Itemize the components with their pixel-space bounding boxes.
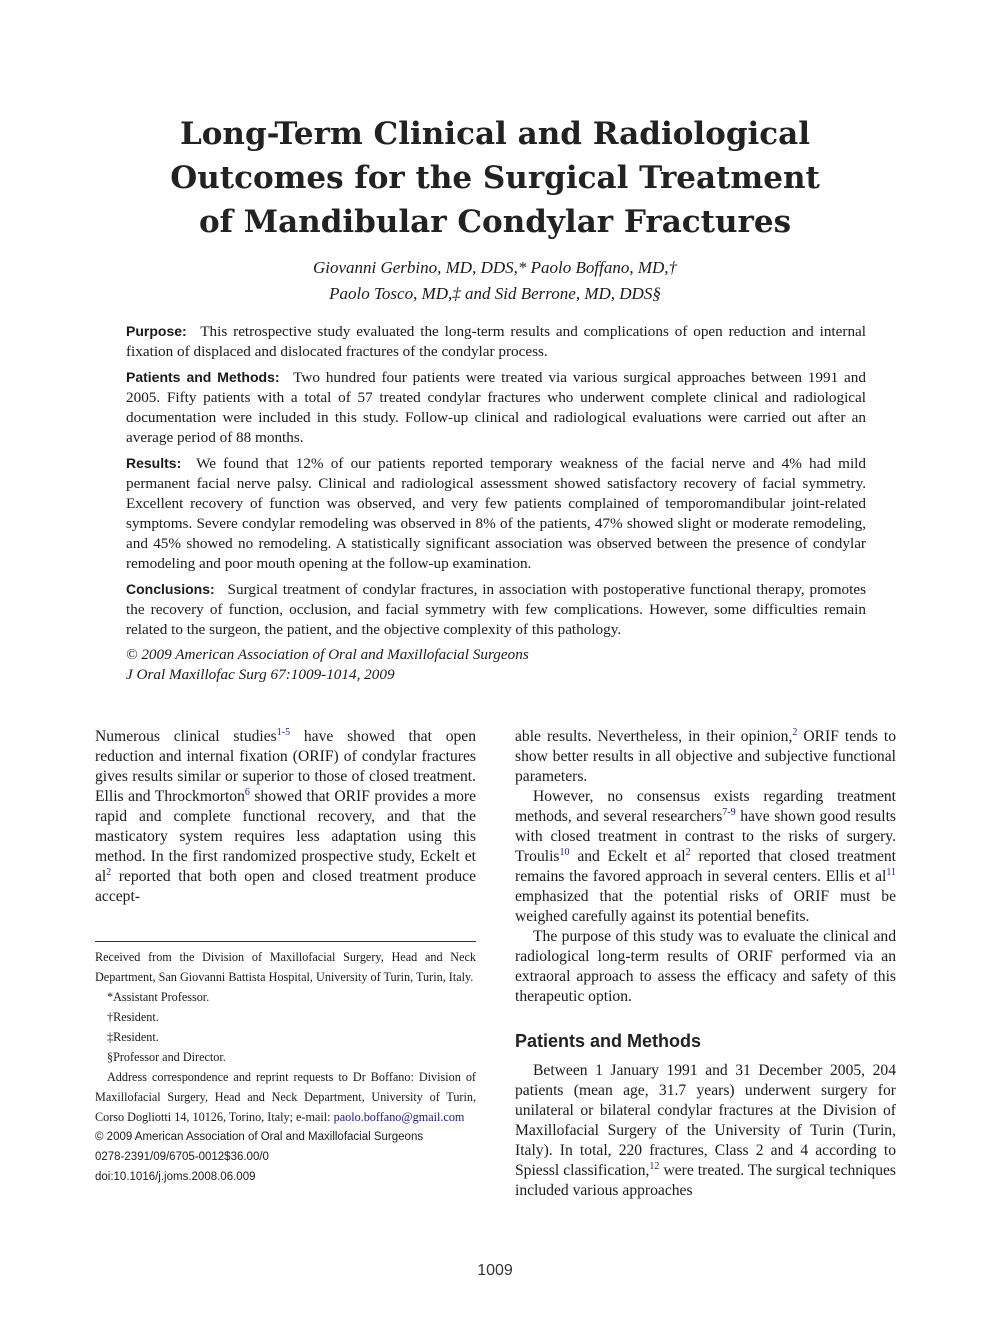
citation-ref[interactable]: 1-5 bbox=[276, 726, 291, 738]
text-run: were treated. The surgical techniques included various approaches bbox=[515, 1162, 896, 1199]
results-text: We found that 12% of our patients reported temporary weakness of the facial nerve and 4% had mild permanent facial nerve palsy. Clinical and radiological assessment showed satisfactory recovery of facial symmetry. Excellent recovery of function was observed, and very few patients complained of temporomandibular joint-related symptoms. Severe condylar remodeling was observed in 8% of the patients, 47% showed slight or moderate remodeling, and 45% showed no remodeling. A statistically significant association was observed between the presence of condylar remodeling and poor mouth opening at the follow-up examination. bbox=[126, 455, 866, 572]
methods-label: Patients and Methods: bbox=[126, 369, 280, 385]
citation-ref[interactable]: 2 bbox=[792, 726, 798, 738]
text-run: showed that ORIF provides a more rapid and complete functional recovery, and that the masticatory system requires less adaptation using this method. In the first randomized prospective study, Eckelt et al bbox=[95, 788, 476, 885]
address-text: Address correspondence and reprint requests to Dr Boffano: Division of Maxillofacial Surgery, Head and Neck Department, University of Turin, Corso Dogliotti 14, 10126, Torino, Italy; e-mail: bbox=[95, 1070, 476, 1124]
text-run: reported that closed treatment remains the favored approach in several centers. Ellis et al bbox=[515, 848, 896, 885]
text-run: emphasized that the potential risks of ORIF must be weighed carefully against its potential benefits. bbox=[515, 888, 896, 925]
footnote-address bbox=[95, 1067, 476, 1127]
text-run: However, no consensus exists regarding treatment methods, and several researchers bbox=[515, 788, 896, 825]
page-number: 1009 bbox=[477, 1262, 513, 1279]
body-paragraph bbox=[515, 727, 896, 787]
results-label: Results: bbox=[126, 455, 182, 471]
abstract-purpose bbox=[126, 321, 866, 362]
citation-ref[interactable]: 10 bbox=[559, 846, 570, 858]
conclusions-text: Surgical treatment of condylar fractures, in association with postoperative functional therapy, promotes the recovery of function, occlusion, and facial symmetry with few complications. However, some difficulties remain related to the surgeon, the patient, and the objective complexity of this pathology. bbox=[126, 581, 867, 638]
footnote-received: Received from the Division of Maxillofacial Surgery, Head and Neck Department, San Giovanni Battista Hospital, University of Turin, Turin, Italy. bbox=[95, 950, 476, 984]
text-run: able results. Nevertheless, in their opinion, bbox=[515, 728, 793, 745]
author-line: Paolo Tosco, MD,‡ and Sid Berrone, MD, DDS§ bbox=[329, 284, 661, 303]
body-paragraph bbox=[515, 787, 896, 927]
conclusions-label: Conclusions: bbox=[126, 581, 215, 597]
author-line: Giovanni Gerbino, MD, DDS,* Paolo Boffano, MD,† bbox=[312, 258, 678, 277]
footnote-item: §Professor and Director. bbox=[107, 1050, 226, 1064]
body-paragraph bbox=[95, 727, 476, 907]
footnotes bbox=[95, 941, 476, 1187]
purpose-text: This retrospective study evaluated the long-term results and complications of open reduction and internal fixation of displaced and dislocated fractures of the condylar process. bbox=[126, 323, 867, 360]
abstract-methods bbox=[126, 367, 866, 448]
text-run: have showed that open reduction and internal fixation (ORIF) of condylar fractures gives results similar or superior to those of closed treatment. Ellis and Throckmorton bbox=[95, 728, 477, 805]
citation-ref[interactable]: 2 bbox=[685, 846, 691, 858]
body-column-left bbox=[95, 727, 476, 907]
journal-citation: J Oral Maxillofac Surg 67:1009-1014, 2009 bbox=[126, 666, 395, 683]
title-line: Outcomes for the Surgical Treatment bbox=[170, 160, 820, 196]
citation-ref[interactable]: 2 bbox=[106, 866, 112, 878]
text-run: Between 1 January 1991 and 31 December 2005, 204 patients (mean age, 31.7 years) underwent surgery for unilateral or bilateral condylar fractures at the Division of Maxillofacial Surgery of the University of Turin (Turin, Italy). In total, 220 fractures, Class 2 and 4 according to Spiessl classification, bbox=[515, 1062, 896, 1179]
abstract-conclusions bbox=[126, 579, 866, 640]
text-run: have shown good results with closed treatment in contrast to the risks of surgery. Troulis bbox=[515, 808, 896, 865]
section-heading: Patients and Methods bbox=[515, 1031, 702, 1051]
footnote-item: ‡Resident. bbox=[107, 1030, 159, 1044]
body-paragraph bbox=[515, 1061, 896, 1201]
article-title bbox=[95, 112, 895, 244]
text-run: ORIF tends to show better results in all objective and subjective functional parameters. bbox=[515, 728, 896, 785]
title-line: Long-Term Clinical and Radiological bbox=[179, 116, 811, 152]
footnote-item: *Assistant Professor. bbox=[107, 990, 210, 1004]
text-run: and Eckelt et al bbox=[569, 848, 686, 865]
footnote-copyright: © 2009 American Association of Oral and Maxillofacial Surgeons bbox=[95, 1131, 424, 1143]
purpose-label: Purpose: bbox=[126, 323, 187, 339]
body-column-right bbox=[515, 727, 896, 1201]
abstract-copyright: © 2009 American Association of Oral and Maxillofacial Surgeons bbox=[126, 646, 529, 663]
citation-ref[interactable]: 12 bbox=[649, 1160, 660, 1172]
abstract-results bbox=[126, 453, 866, 574]
footnote-doi: doi:10.1016/j.joms.2008.06.009 bbox=[95, 1171, 256, 1183]
text-run: reported that both open and closed treatment produce accept- bbox=[95, 868, 476, 905]
footnote-item: †Resident. bbox=[107, 1010, 159, 1024]
citation-ref[interactable]: 7-9 bbox=[722, 806, 736, 818]
text-run: Numerous clinical studies bbox=[95, 728, 277, 745]
body-paragraph: The purpose of this study was to evaluate the clinical and radiological long-term results of ORIF performed via an extraoral approach to assess the efficacy and safety of this therapeutic option. bbox=[515, 928, 896, 1005]
author-list bbox=[95, 255, 895, 307]
citation-ref[interactable]: 11 bbox=[886, 866, 896, 878]
footnote-issn: 0278-2391/09/6705-0012$36.00/0 bbox=[95, 1151, 269, 1163]
citation-ref[interactable]: 6 bbox=[244, 786, 250, 798]
methods-text: Two hundred four patients were treated via various surgical approaches between 1991 and 2005. Fifty patients with a total of 57 treated condylar fractures who underwent complete clinical and radiological documentation were included in this study. Follow-up clinical and radiological evaluations were carried out after an average period of 88 months. bbox=[126, 369, 866, 446]
abstract bbox=[126, 321, 866, 685]
email-link[interactable]: paolo.boffano@gmail.com bbox=[333, 1110, 465, 1124]
title-line: of Mandibular Condylar Fractures bbox=[198, 204, 792, 240]
